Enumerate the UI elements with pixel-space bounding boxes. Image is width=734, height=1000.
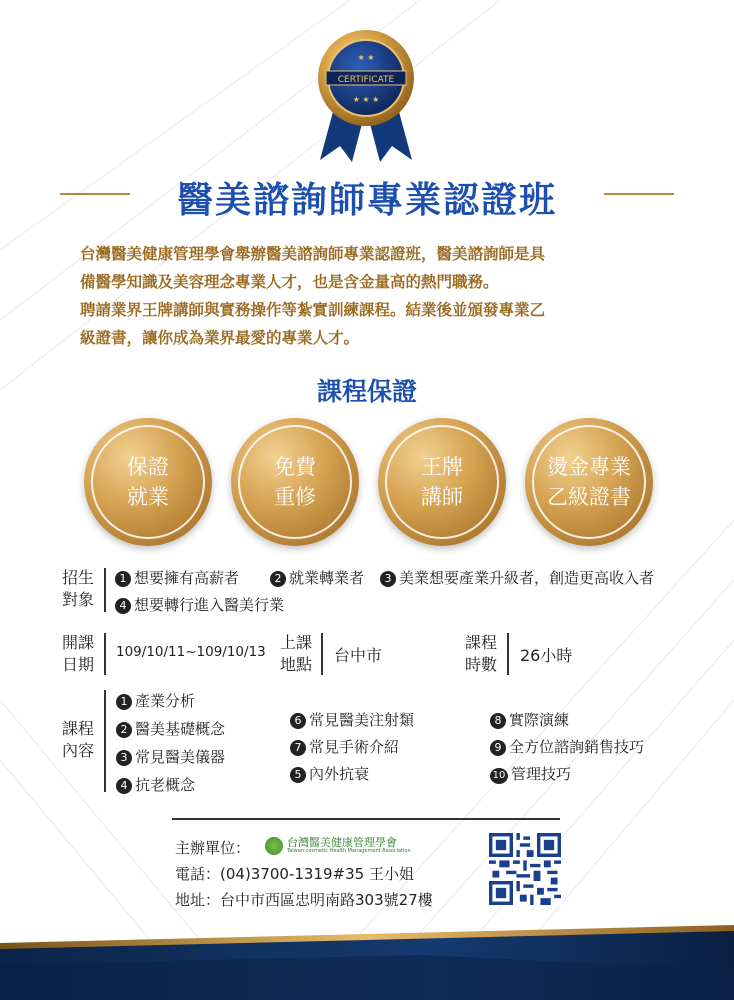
badge-line: 就業 [127, 485, 169, 509]
organization-logo-icon [265, 837, 283, 855]
enroll-divider [104, 568, 106, 612]
content-item: 2 醫美基礎概念 [116, 718, 225, 739]
badge-line: 保證 [127, 455, 169, 479]
enroll-label: 招生 對象 [62, 568, 95, 609]
badge-line: 乙級證書 [547, 485, 631, 509]
badge-line: 重修 [274, 485, 316, 509]
hours-value: 26小時 [520, 646, 573, 665]
intro-line: 級證書，讓你成為業界最愛的專業人才。 [80, 329, 360, 347]
footer-divider [172, 818, 560, 820]
contact-address: 地址：台中市西區忠明南路303號27樓 [175, 891, 433, 909]
content-item: 10 管理技巧 [490, 763, 571, 784]
enroll-item: 2 就業轉業者 [270, 567, 364, 588]
content-item: 9 全方位諮詢銷售技巧 [490, 736, 644, 757]
guarantee-badge-certificate [525, 418, 653, 546]
certificate-medal-icon [306, 28, 426, 163]
date-value: 109/10/11~109/10/13 [116, 644, 266, 660]
place-label: 上課 地點 [280, 633, 313, 674]
content-item: 4 抗老概念 [116, 774, 195, 795]
contact-phone: 電話：(04)3700-1319#35 王小姐 [175, 865, 414, 883]
intro-paragraph [80, 240, 670, 352]
svg-text:★ ★: ★ ★ [357, 53, 375, 62]
badge-line: 免費 [274, 455, 316, 479]
guarantee-badge-employment [84, 418, 212, 546]
organizer-label: 主辦單位： [175, 839, 251, 857]
enroll-item: 3 美業想要產業升級者，創造更高收入者 [380, 567, 654, 588]
title-row [0, 166, 734, 222]
organization-name: 台灣醫美健康管理學會 [287, 836, 397, 849]
place-value: 台中市 [334, 646, 383, 665]
content-item: 6 常見醫美注射類 [290, 709, 414, 730]
guarantee-badge-free-retake [231, 418, 359, 546]
enroll-item: 4 想要轉行進入醫美行業 [115, 594, 284, 615]
date-label: 開課 日期 [62, 633, 95, 674]
bottom-decor-band [0, 915, 734, 1000]
content-label: 課程 內容 [62, 719, 95, 760]
section-subtitle: 課程保證 [316, 377, 417, 406]
content-item: 3 常見醫美儀器 [116, 746, 225, 767]
date-divider [104, 633, 106, 675]
intro-line: 聘請業界王牌講師與實務操作等紮實訓練課程。結業後並頒發專業乙 [80, 301, 546, 319]
hours-divider [507, 633, 509, 675]
badge-line: 燙金專業 [547, 455, 631, 479]
hours-label: 課程 時數 [465, 633, 498, 674]
page-title: 醫美諮詢師專業認證班 [176, 180, 557, 221]
organization-name-en: Taiwan cosmetic Health Management Association [287, 848, 411, 854]
badge-line: 王牌 [421, 455, 463, 479]
content-item: 5 內外抗衰 [290, 763, 369, 784]
place-divider [321, 633, 323, 675]
title-divider-right [604, 193, 674, 195]
intro-line: 備醫學知識及美容理念專業人才，也是含金量高的熱門職務。 [80, 273, 499, 291]
guarantee-badge-top-lecturers [378, 418, 506, 546]
qr-code-icon[interactable] [489, 833, 561, 905]
content-item: 1 產業分析 [116, 690, 195, 711]
intro-line: 台灣醫美健康管理學會舉辦醫美諮詢師專業認證班，醫美諮詢師是具 [80, 245, 546, 263]
medal-text: CERTIFICATE [337, 75, 395, 85]
badge-line: 講師 [421, 485, 463, 509]
svg-text:★ ★ ★: ★ ★ ★ [352, 95, 380, 104]
content-item: 7 常見手術介紹 [290, 736, 399, 757]
enroll-item: 1 想要擁有高薪者 [115, 567, 239, 588]
content-divider [104, 690, 106, 792]
content-item: 8 實際演練 [490, 709, 569, 730]
